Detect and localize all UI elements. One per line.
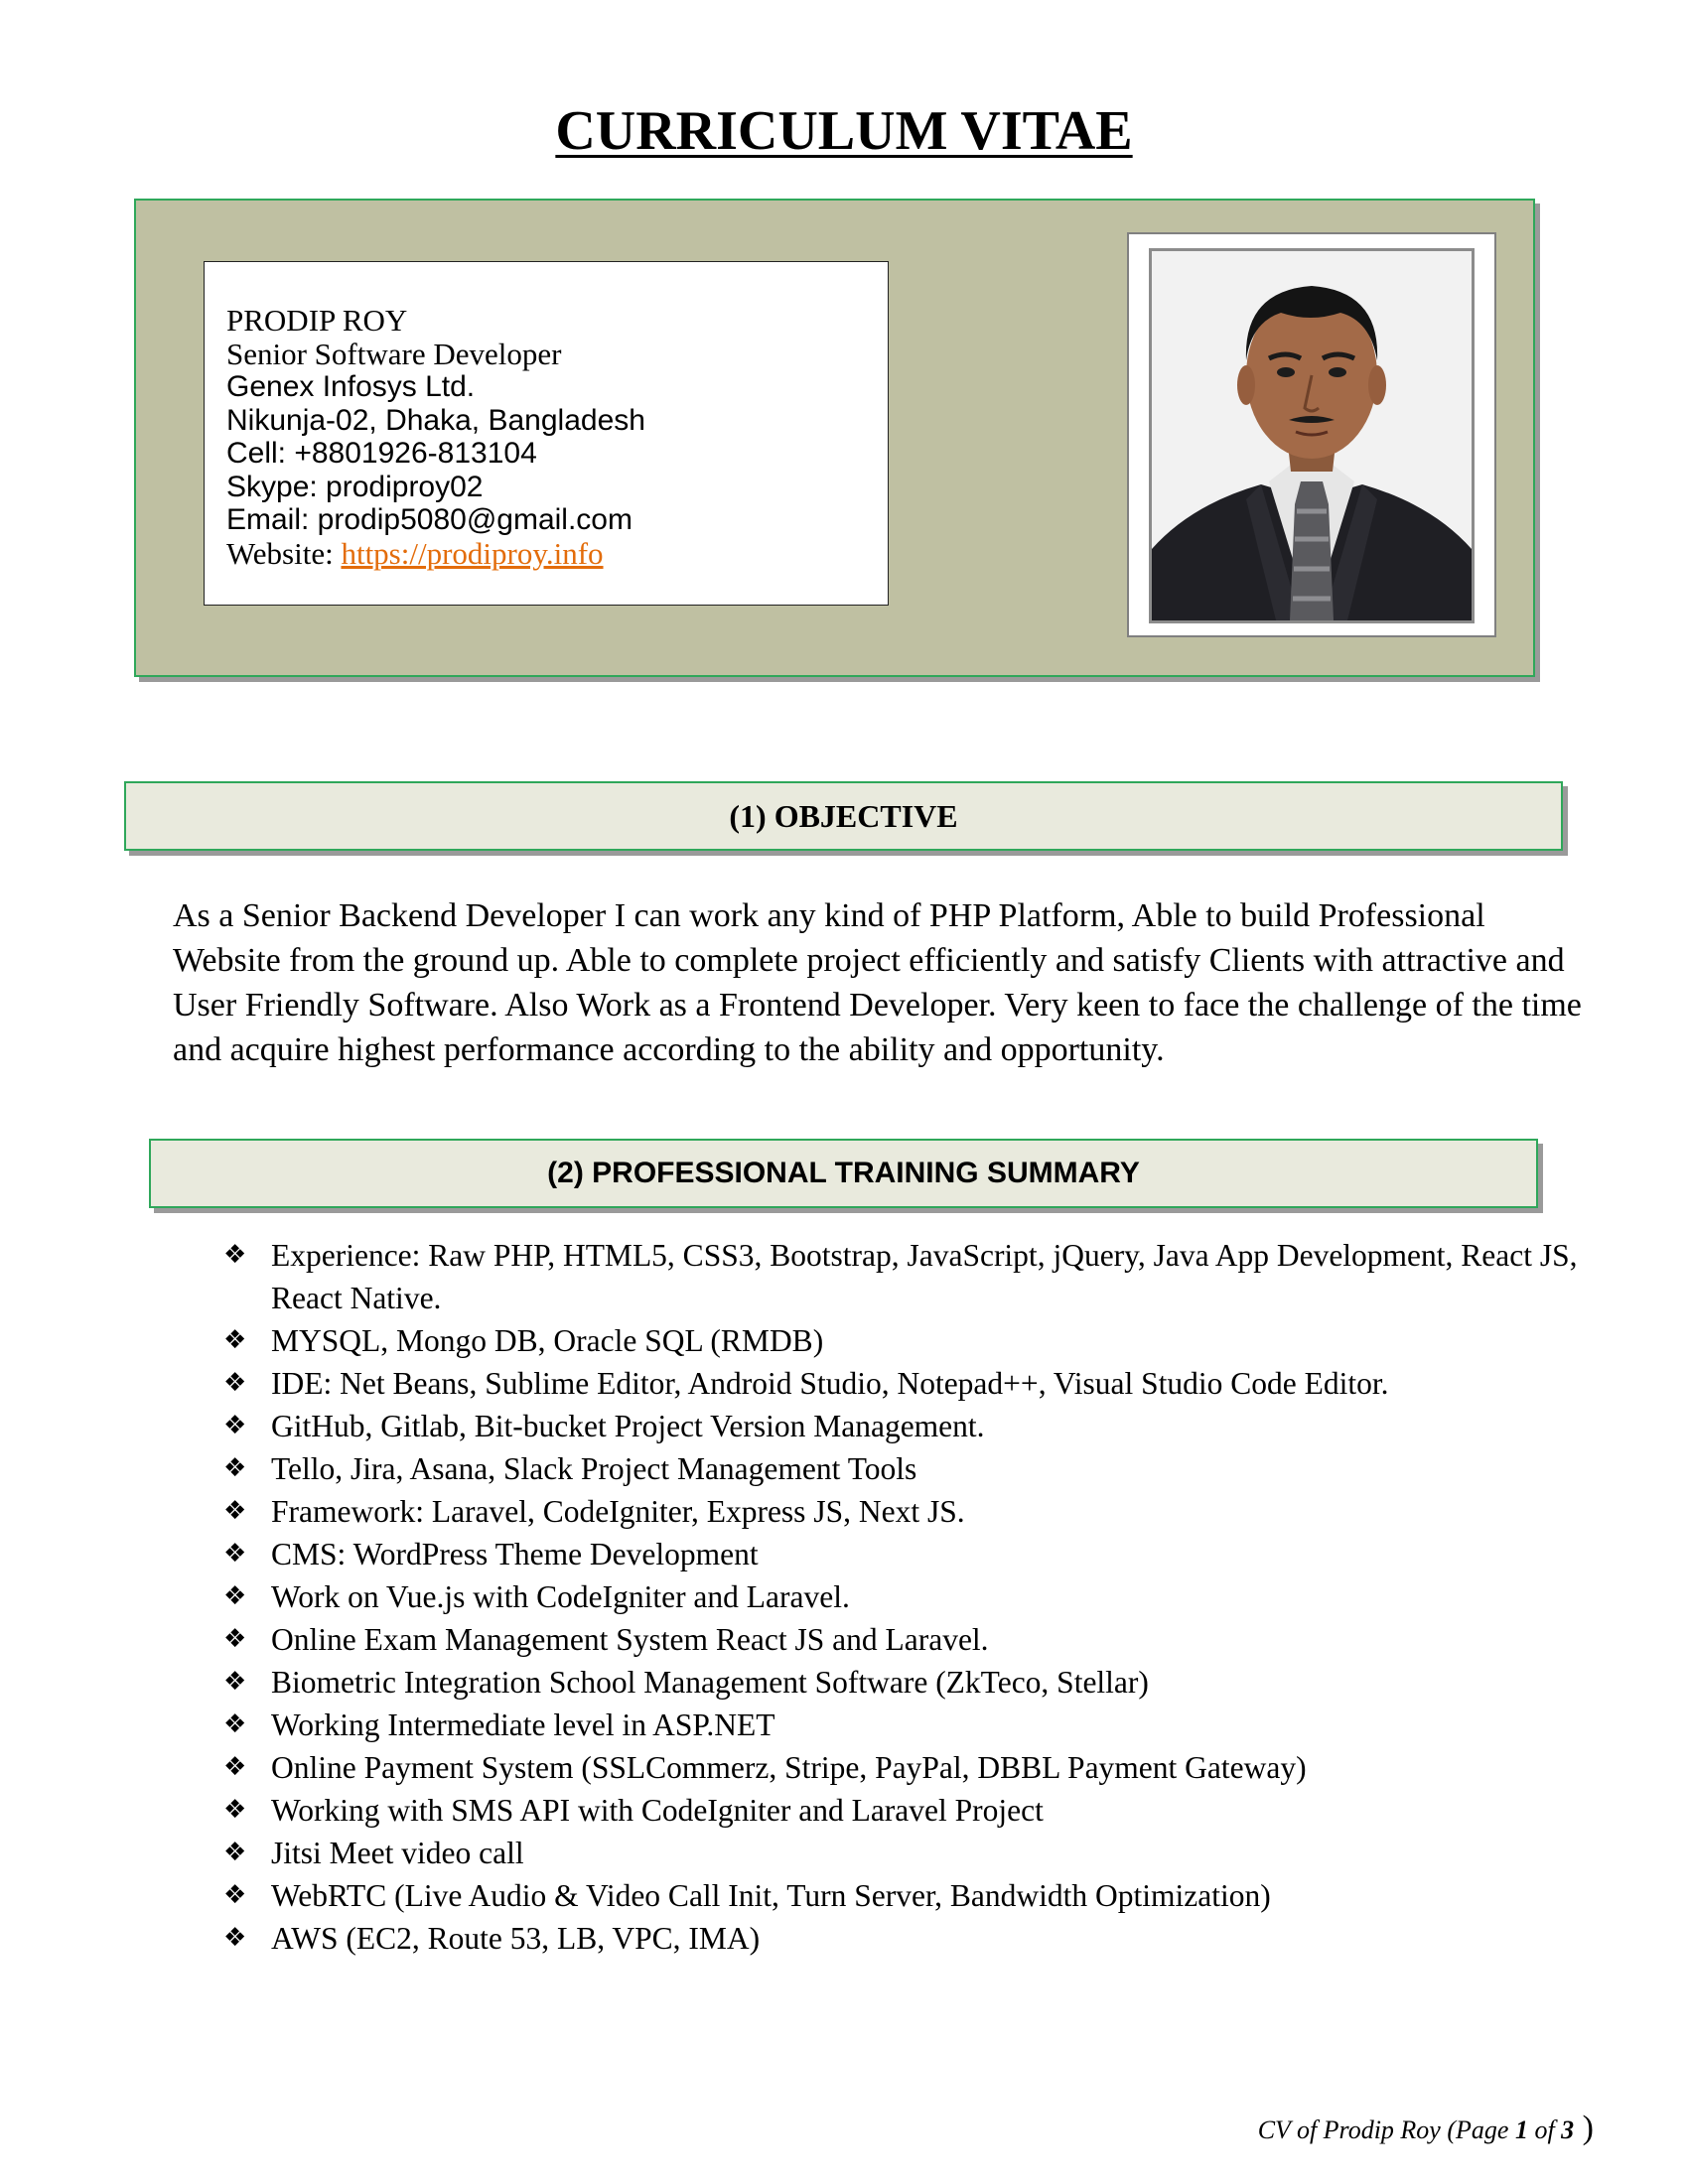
footer-suffix: ) [1574, 2110, 1594, 2146]
list-item-text: Working with SMS API with CodeIgniter and Laravel Project [271, 1793, 1044, 1828]
objective-paragraph: As a Senior Backend Developer I can work any kind of PHP Platform, Able to build Professional Website from the ground up. Able to complete project efficiently and satisfy Clients with attractive and User Friendly Software. Also Work as a Frontend Developer. Very keen to face the challenge of the time and acquire highest performance according to the ability and opportunity. [173, 897, 1582, 1068]
diamond-bullet-icon: ❖ [223, 1709, 247, 1739]
diamond-bullet-icon: ❖ [223, 1240, 247, 1270]
list-item-text: WebRTC (Live Audio & Video Call Init, Turn Server, Bandwidth Optimization) [271, 1878, 1271, 1913]
list-item-text: Biometric Integration School Management Software (ZkTeco, Stellar) [271, 1665, 1149, 1700]
list-item-text: Online Exam Management System React JS and Laravel. [271, 1622, 989, 1657]
list-item-text: Framework: Laravel, CodeIgniter, Express JS, Next JS. [271, 1494, 965, 1529]
contact-name: PRODIP ROY [226, 303, 408, 338]
diamond-bullet-icon: ❖ [223, 1411, 247, 1440]
diamond-bullet-icon: ❖ [223, 1752, 247, 1782]
diamond-bullet-icon: ❖ [223, 1453, 247, 1483]
footer-of: of [1527, 2116, 1562, 2144]
diamond-bullet-icon: ❖ [223, 1624, 247, 1654]
diamond-bullet-icon: ❖ [223, 1880, 247, 1910]
diamond-bullet-icon: ❖ [223, 1539, 247, 1569]
list-item [223, 1874, 1614, 1917]
contact-card [204, 261, 889, 606]
diamond-bullet-icon: ❖ [223, 1667, 247, 1697]
contact-email: Email: prodip5080@gmail.com [226, 503, 633, 536]
contact-position: Senior Software Developer [226, 336, 562, 371]
objective-heading-bar [124, 781, 1563, 851]
list-item-text: CMS: WordPress Theme Development [271, 1537, 759, 1571]
document-title: CURRICULUM VITAE [555, 100, 1133, 162]
list-item-text: Work on Vue.js with CodeIgniter and Laravel. [271, 1579, 850, 1614]
list-item [223, 1832, 1614, 1874]
diamond-bullet-icon: ❖ [223, 1325, 247, 1355]
contact-cell: Cell: +8801926-813104 [226, 437, 537, 470]
list-item [223, 1405, 1614, 1447]
profile-photo-frame [1127, 232, 1496, 637]
list-item [223, 1746, 1614, 1789]
list-item [223, 1789, 1614, 1832]
diamond-bullet-icon: ❖ [223, 1368, 247, 1398]
diamond-bullet-icon: ❖ [223, 1795, 247, 1825]
list-item [223, 1362, 1614, 1405]
list-item [223, 1234, 1614, 1319]
list-item-text: MYSQL, Mongo DB, Oracle SQL (RMDB) [271, 1323, 824, 1358]
list-item [223, 1533, 1614, 1575]
profile-photo [1149, 248, 1475, 623]
diamond-bullet-icon: ❖ [223, 1923, 247, 1953]
diamond-bullet-icon: ❖ [223, 1496, 247, 1526]
list-item [223, 1661, 1614, 1704]
footer-page-total: 3 [1561, 2116, 1575, 2144]
list-item [223, 1319, 1614, 1362]
list-item-text: IDE: Net Beans, Sublime Editor, Android Studio, Notepad++, Visual Studio Code Editor. [271, 1366, 1389, 1401]
contact-website [226, 537, 888, 571]
list-item [223, 1618, 1614, 1661]
list-item-text: AWS (EC2, Route 53, LB, VPC, IMA) [271, 1921, 761, 1956]
training-list [223, 1234, 1614, 1960]
contact-address: Nikunja-02, Dhaka, Bangladesh [226, 403, 645, 437]
list-item [223, 1575, 1614, 1618]
list-item-text: GitHub, Gitlab, Bit-bucket Project Version Management. [271, 1409, 985, 1443]
footer-prefix: CV of Prodip Roy (Page [1257, 2116, 1515, 2144]
training-heading: (2) PROFESSIONAL TRAINING SUMMARY [547, 1157, 1140, 1189]
list-item [223, 1447, 1614, 1490]
list-item [223, 1917, 1614, 1960]
list-item [223, 1490, 1614, 1533]
list-item-text: Online Payment System (SSLCommerz, Stripe, PayPal, DBBL Payment Gateway) [271, 1750, 1307, 1785]
portrait-image [1152, 251, 1472, 620]
website-label: Website: [226, 535, 342, 571]
footer-page-number: 1 [1514, 2116, 1528, 2144]
list-item-text: Working Intermediate level in ASP.NET [271, 1707, 775, 1742]
training-heading-bar [149, 1139, 1538, 1208]
website-link[interactable]: https://prodiproy.info [341, 535, 604, 571]
objective-heading: (1) OBJECTIVE [729, 797, 958, 834]
diamond-bullet-icon: ❖ [223, 1581, 247, 1611]
list-item-text: Jitsi Meet video call [271, 1836, 524, 1870]
list-item [223, 1704, 1614, 1746]
contact-company: Genex Infosys Ltd. [226, 370, 476, 403]
list-item-text: Tello, Jira, Asana, Slack Project Management Tools [271, 1451, 917, 1486]
list-item-text: Experience: Raw PHP, HTML5, CSS3, Bootstrap, JavaScript, jQuery, Java App Development, React JS, React Native. [271, 1238, 1578, 1315]
diamond-bullet-icon: ❖ [223, 1838, 247, 1867]
contact-skype: Skype: prodiproy02 [226, 470, 484, 503]
page-footer [993, 2110, 1594, 2147]
